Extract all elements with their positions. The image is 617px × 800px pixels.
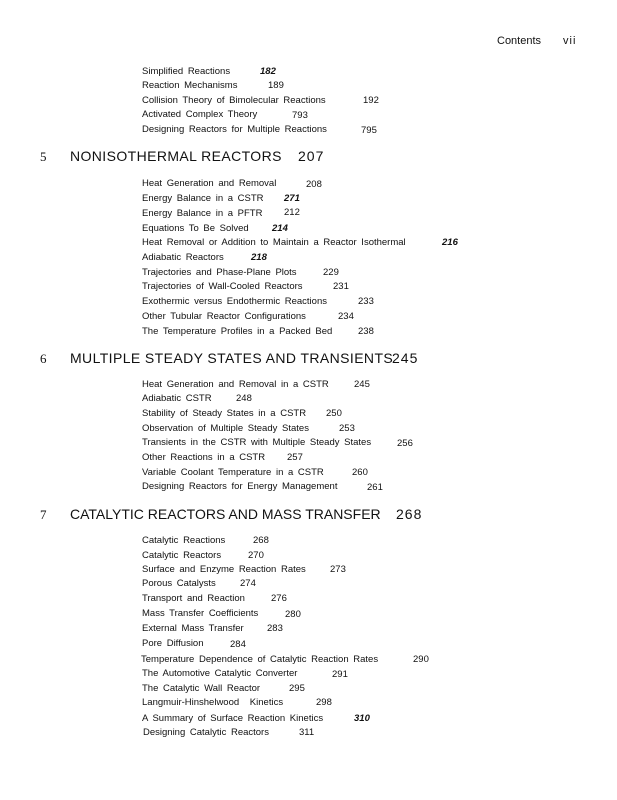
toc-entry-page: 231	[333, 281, 349, 292]
toc-entry-page: 189	[268, 80, 284, 91]
toc-entry-page: 214	[272, 223, 288, 234]
chapter-title: MULTIPLE STEADY STATES AND TRANSIENTS	[70, 350, 394, 366]
toc-entry-title: Simplified Reactions	[142, 66, 231, 77]
toc-entry-title: Designing Reactors for Multiple Reactions	[142, 124, 327, 135]
chapter-page: 268	[396, 506, 423, 522]
running-header-page-number: vii	[563, 35, 577, 47]
toc-entry-page: 268	[253, 535, 269, 546]
chapter-number: 6	[40, 351, 47, 366]
toc-entry-title: Exothermic versus Endothermic Reactions	[142, 296, 327, 307]
toc-entry-page: 212	[284, 207, 300, 218]
toc-entry-page: 233	[358, 296, 374, 307]
toc-entry-title: Temperature Dependence of Catalytic Reaction Rates	[141, 654, 379, 665]
chapter-page: 207	[298, 148, 325, 164]
toc-entry-title: Heat Removal or Addition to Maintain a Reactor Isothermal	[142, 237, 406, 248]
chapter-number: 5	[40, 149, 47, 164]
toc-entry-page: 238	[358, 326, 374, 337]
toc-entry-page: 256	[397, 438, 413, 449]
chapter-title: NONISOTHERMAL REACTORS	[70, 148, 282, 164]
chapter-page: 245	[392, 350, 419, 366]
toc-entry-title: Mass Transfer Coefficients	[142, 608, 259, 619]
toc-entry-title: Trajectories of Wall-Cooled Reactors	[142, 281, 303, 292]
toc-entry-title: Stability of Steady States in a CSTR	[142, 408, 307, 419]
toc-entry-title: The Automotive Catalytic Converter	[142, 668, 298, 679]
toc-entry-page: 245	[354, 379, 370, 390]
toc-entry-page: 283	[267, 623, 283, 634]
toc-entry-page: 229	[323, 267, 339, 278]
toc-entry-title: Other Tubular Reactor Configurations	[142, 311, 306, 322]
toc-entry-title: Transport and Reaction	[142, 593, 245, 604]
toc-entry-page: 274	[240, 578, 256, 589]
toc-entry-title: Pore Diffusion	[142, 638, 204, 649]
toc-entry-title: Langmuir-Hinshelwood Kinetics	[142, 697, 284, 708]
toc-entry-title: Energy Balance in a CSTR	[142, 193, 264, 204]
toc-entry-title: Catalytic Reactors	[142, 550, 222, 561]
toc-entry-title: The Catalytic Wall Reactor	[142, 683, 261, 694]
toc-entry-title: Activated Complex Theory	[142, 109, 258, 120]
toc-entry-page: 290	[413, 654, 429, 665]
toc-entry-page: 253	[339, 423, 355, 434]
toc-entry-title: Other Reactions in a CSTR	[142, 452, 266, 463]
toc-entry-title: Transients in the CSTR with Multiple Steady States	[142, 437, 372, 448]
toc-entry-page: 182	[260, 66, 276, 77]
toc-entry-page: 284	[230, 639, 246, 650]
toc-entry-page: 276	[271, 593, 287, 604]
toc-entry-title: Surface and Enzyme Reaction Rates	[142, 564, 306, 575]
toc-entry-page: 270	[248, 550, 264, 561]
toc-entry-page: 218	[251, 252, 267, 263]
toc-entry-page: 208	[306, 179, 322, 190]
toc-entry-title: Adiabatic CSTR	[142, 393, 212, 404]
toc-entry-page: 257	[287, 452, 303, 463]
chapter-number: 7	[40, 507, 47, 522]
toc-entry-title: The Temperature Profiles in a Packed Bed	[142, 326, 333, 337]
toc-entry-title: Equations To Be Solved	[142, 223, 249, 234]
toc-entry-title: Heat Generation and Removal	[142, 178, 277, 189]
toc-entry-page: 248	[236, 393, 252, 404]
toc-entry-page: 192	[363, 95, 379, 106]
toc-entry-page: 298	[316, 697, 332, 708]
toc-entry-page: 310	[354, 713, 370, 724]
toc-entry-title: Adiabatic Reactors	[142, 252, 224, 263]
toc-entry-title: Catalytic Reactions	[142, 535, 226, 546]
toc-entry-title: Designing Catalytic Reactors	[143, 727, 269, 738]
toc-entry-title: Heat Generation and Removal in a CSTR	[142, 379, 329, 390]
toc-entry-title: Designing Reactors for Energy Management	[142, 481, 338, 492]
toc-entry-title: External Mass Transfer	[142, 623, 244, 634]
toc-entry-title: Porous Catalysts	[142, 578, 216, 589]
toc-entry-page: 234	[338, 311, 354, 322]
chapter-title: CATALYTIC REACTORS AND MASS TRANSFER	[70, 506, 381, 522]
toc-entry-title: Observation of Multiple Steady States	[142, 423, 309, 434]
toc-entry-page: 216	[442, 237, 458, 248]
toc-entry-title: Collision Theory of Bimolecular Reactions	[142, 95, 326, 106]
toc-entry-page: 273	[330, 564, 346, 575]
toc-entry-page: 271	[284, 193, 300, 204]
toc-entry-page: 250	[326, 408, 342, 419]
toc-entry-title: Trajectories and Phase-Plane Plots	[142, 267, 297, 278]
toc-entry-page: 295	[289, 683, 305, 694]
toc-entry-title: A Summary of Surface Reaction Kinetics	[142, 713, 324, 724]
toc-entry-page: 311	[299, 727, 315, 738]
toc-entry-title: Reaction Mechanisms	[142, 80, 238, 91]
toc-entry-page: 291	[332, 669, 348, 680]
running-header-title: Contents	[497, 35, 542, 47]
toc-entry-page: 280	[285, 609, 301, 620]
toc-entry-page: 260	[352, 467, 368, 478]
toc-entry-page: 793	[292, 110, 308, 121]
toc-entry-page: 795	[361, 125, 377, 136]
toc-entry-page: 261	[367, 482, 383, 493]
toc-entry-title: Energy Balance in a PFTR	[142, 208, 263, 219]
toc-entry-title: Variable Coolant Temperature in a CSTR	[142, 467, 324, 478]
